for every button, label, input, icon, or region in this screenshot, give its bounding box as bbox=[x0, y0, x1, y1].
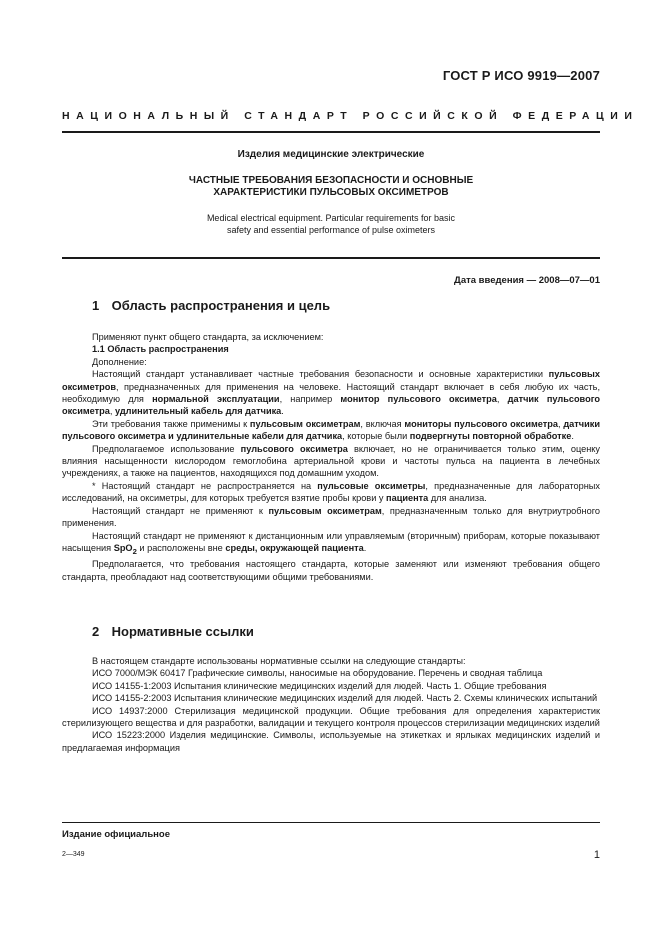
section-2-heading bbox=[92, 624, 254, 639]
document-title-line: ЧАСТНЫЕ ТРЕБОВАНИЯ БЕЗОПАСНОСТИ И ОСНОВНЫЕ bbox=[188, 175, 474, 186]
paragraph-reprocessed: Эти требования также применимы к пульсовым оксиметрам, включая мониторы пульсового оксиметра, датчики пульсового оксиметра и удлинительные кабели для датчика, которые были подвергнуты повторной обработке. bbox=[62, 418, 600, 442]
section-title: Область распространения и цель bbox=[111, 298, 331, 313]
normative-reference: ИСО 14937:2000 Стерилизация медицинской продукции. Общие требования для определения характеристик стерилизующего вещества и для разработки, валидации и текущего контроля процессов стерилизации медицинских изделий bbox=[62, 705, 600, 729]
introduction-date: Дата введения — 2008—07—01 bbox=[454, 275, 600, 286]
paragraph-intended-use: Предполагаемое использование пульсового оксиметра включает, но не ограничивается только этим, оценку влияния насыщенности кислородом гемоглобина артериальной крови и частоты пульса на пациента в лечебных учреждениях, а также на пациентов, находящихся под домашним уходом. bbox=[62, 443, 601, 479]
normative-reference: ИСО 14155-1:2003 Испытания клинические медицинских изделий для людей. Часть 1. Общие требования bbox=[92, 680, 547, 691]
normative-reference: ИСО 15223:2000 Изделия медицинские. Символы, используемые на этикетках и ярлыках медицинских изделий и предлагаемая информация bbox=[62, 730, 600, 753]
document-title bbox=[62, 175, 600, 199]
print-code: 2—349 bbox=[62, 851, 85, 858]
section-1-body bbox=[62, 331, 600, 583]
paragraph-scope: Настоящий стандарт устанавливает частные требования безопасности и основные характеристики пульсовых оксиметров, предназначенных для применения на человеке. Настоящий стандарт включает в себя любую их часть, необходимую для нормальной эксплуатации, например монитор пульсового оксиметра, датчик пульсового оксиметра, удлинительный кабель для датчика. bbox=[62, 369, 601, 417]
normative-reference: ИСО 14155-2:2003 Испытания клинические медицинских изделий для людей. Часть 2. Схемы клинических испытаний bbox=[92, 693, 598, 704]
section-title: Нормативные ссылки bbox=[111, 624, 254, 639]
footer-divider bbox=[62, 822, 600, 823]
paragraph: В настоящем стандарте использованы нормативные ссылки на следующие стандарты: bbox=[92, 656, 466, 666]
top-divider bbox=[62, 131, 600, 133]
paragraph-exclusion-lab: * Настоящий стандарт не распространяется на пульсовые оксиметры, предназначенные для лабораторных исследований, на оксиметры, для которых требуется взятие пробы крови у пациента для анализа. bbox=[62, 480, 600, 504]
english-title-line: Medical electrical equipment. Particular requirements for basic bbox=[206, 213, 456, 223]
english-title bbox=[62, 212, 600, 236]
section-number: 2 bbox=[92, 624, 100, 639]
paragraph: Применяют пункт общего стандарта, за исключением: bbox=[92, 332, 324, 342]
official-edition-label: Издание официальное bbox=[62, 829, 170, 840]
title-divider bbox=[62, 257, 600, 259]
section-2-body bbox=[62, 655, 600, 754]
english-title-line: safety and essential performance of pulse oximeters bbox=[226, 225, 436, 235]
paragraph-exclusion-remote: Настоящий стандарт не применяют к дистанционным или управляемым (вторичным) приборам, которые показывают насыщения SpO$_2$ и расположены вне среды, окружающей пациента. bbox=[62, 530, 600, 556]
section-1-heading bbox=[92, 298, 330, 313]
document-title-line: ХАРАКТЕРИСТИКИ ПУЛЬСОВЫХ ОКСИМЕТРОВ bbox=[213, 187, 449, 198]
page-number: 1 bbox=[593, 849, 600, 861]
document-subtitle: Изделия медицинские электрические bbox=[237, 149, 425, 160]
paragraph-precedence: Предполагается, что требования настоящего стандарта, которые заменяют или изменяют требования общего стандарта, преобладают над соответствующими общими требованиями. bbox=[62, 559, 600, 582]
normative-reference: ИСО 7000/МЭК 60417 Графические символы, наносимые на оборудование. Перечень и сводная таблица bbox=[92, 668, 543, 679]
section-number: 1 bbox=[92, 298, 100, 313]
subsection-heading: 1.1 Область распространения bbox=[92, 344, 229, 355]
document-number: ГОСТ Р ИСО 9919—2007 bbox=[442, 68, 600, 83]
national-standard-banner: НАЦИОНАЛЬНЫЙ СТАНДАРТ РОССИЙСКОЙ ФЕДЕРАЦИИ bbox=[62, 110, 639, 122]
paragraph-exclusion-fetal: Настоящий стандарт не применяют к пульсовым оксиметрам, предназначенным только для внутриутробного применения. bbox=[62, 505, 600, 529]
paragraph: Дополнение: bbox=[92, 356, 147, 367]
